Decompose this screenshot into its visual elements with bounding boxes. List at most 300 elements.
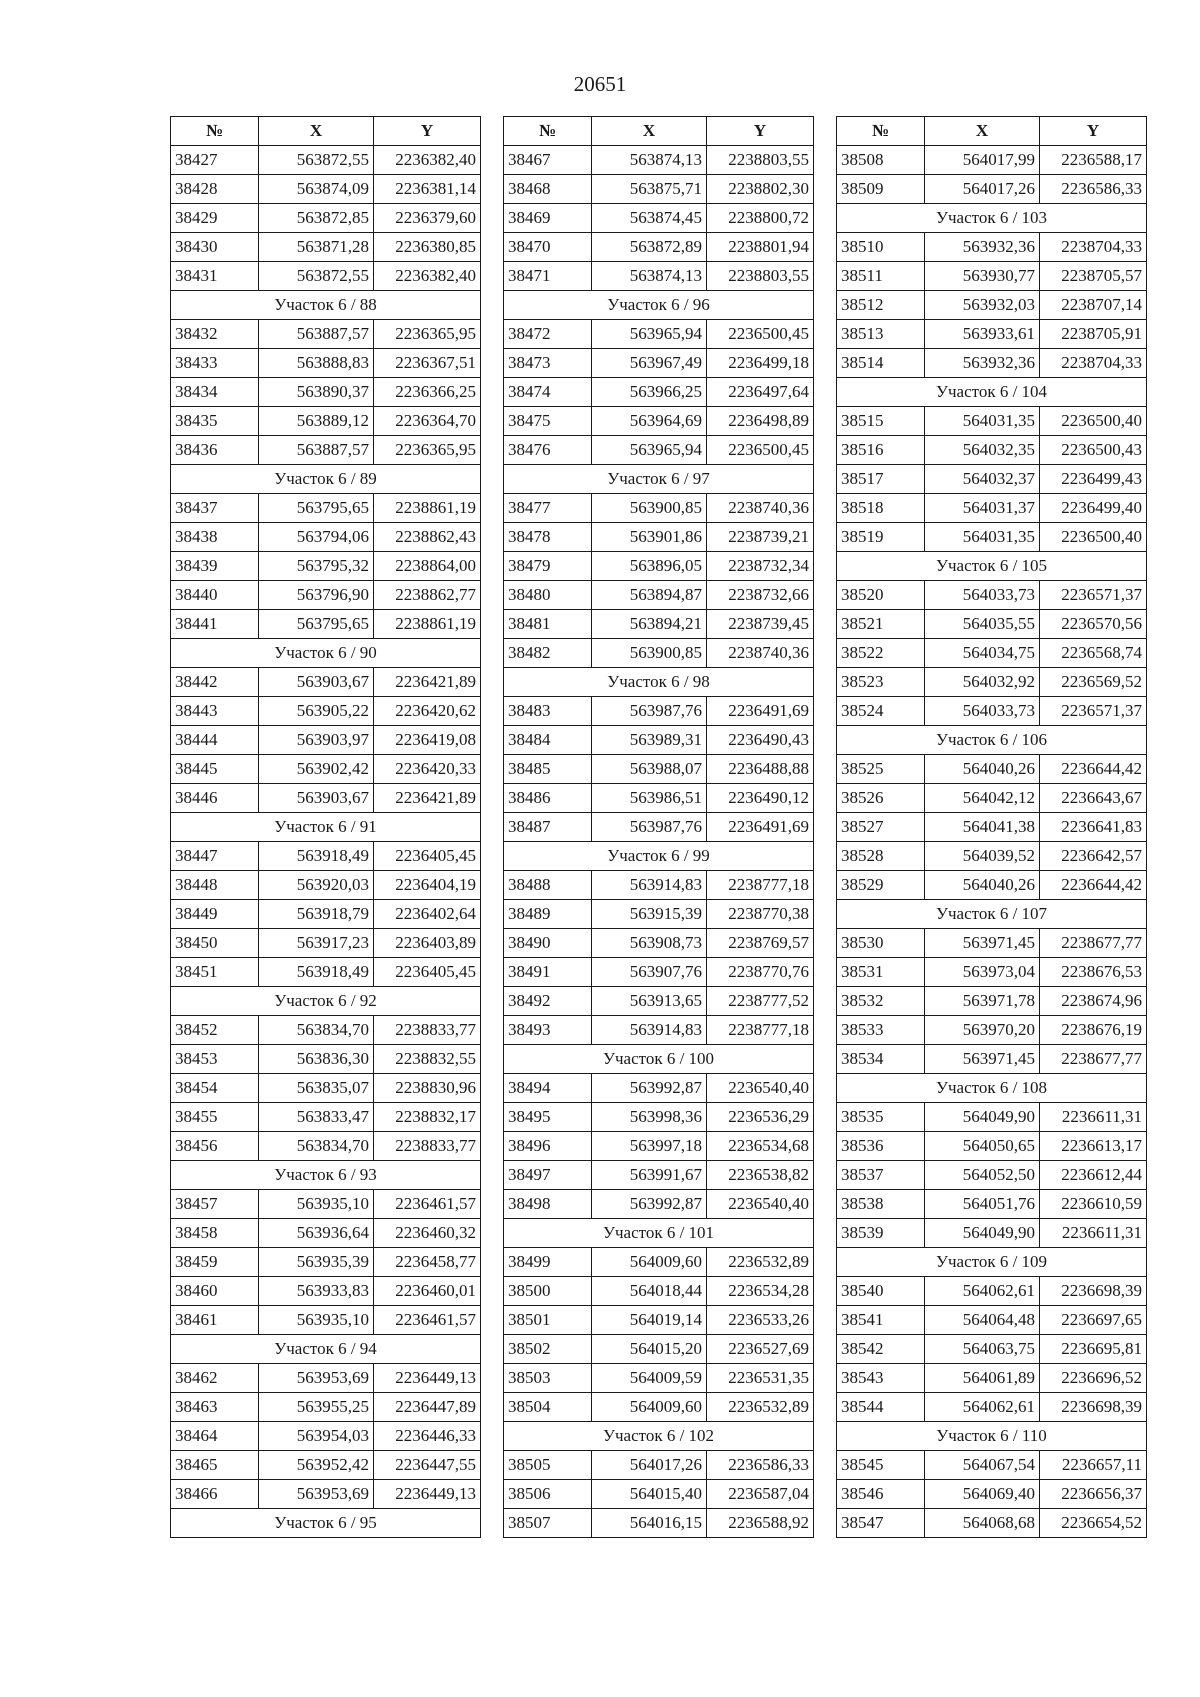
point-number-cell: 38479: [504, 552, 592, 581]
y-coordinate-cell: 2236364,70: [374, 407, 481, 436]
section-title: Участок 6 / 98: [504, 668, 814, 697]
point-number-cell: 38485: [504, 755, 592, 784]
x-coordinate-cell: 563872,55: [259, 262, 374, 291]
point-number-cell: 38530: [837, 929, 925, 958]
header-x: X: [592, 117, 707, 146]
y-coordinate-cell: 2236405,45: [374, 842, 481, 871]
x-coordinate-cell: 563936,64: [259, 1219, 374, 1248]
table-row: [837, 1016, 1147, 1045]
point-number-cell: 38527: [837, 813, 925, 842]
table-row: [837, 175, 1147, 204]
table-row: [504, 1306, 814, 1335]
point-number-cell: 38501: [504, 1306, 592, 1335]
table-row: [171, 552, 481, 581]
y-coordinate-cell: 2236446,33: [374, 1422, 481, 1451]
x-coordinate-cell: 564009,60: [592, 1393, 707, 1422]
y-coordinate-cell: 2238705,57: [1040, 262, 1147, 291]
table-row: [837, 958, 1147, 987]
point-number-cell: 38436: [171, 436, 259, 465]
y-coordinate-cell: 2236460,01: [374, 1277, 481, 1306]
table-row: [171, 755, 481, 784]
table-row: [171, 1393, 481, 1422]
section-title: Участок 6 / 110: [837, 1422, 1147, 1451]
header-x: X: [259, 117, 374, 146]
section-row: [504, 1219, 814, 1248]
y-coordinate-cell: 2236641,83: [1040, 813, 1147, 842]
table-row: [837, 291, 1147, 320]
table-header-row: [504, 117, 814, 146]
table-row: [171, 610, 481, 639]
x-coordinate-cell: 563836,30: [259, 1045, 374, 1074]
table-row: [504, 1248, 814, 1277]
section-row: [171, 987, 481, 1016]
table-row: [837, 1509, 1147, 1538]
y-coordinate-cell: 2238770,76: [707, 958, 814, 987]
point-number-cell: 38456: [171, 1132, 259, 1161]
y-coordinate-cell: 2236570,56: [1040, 610, 1147, 639]
table-row: [171, 1364, 481, 1393]
table-row: [504, 552, 814, 581]
table-row: [504, 1103, 814, 1132]
x-coordinate-cell: 563834,70: [259, 1016, 374, 1045]
point-number-cell: 38517: [837, 465, 925, 494]
point-number-cell: 38451: [171, 958, 259, 987]
x-coordinate-cell: 564069,40: [925, 1480, 1040, 1509]
x-coordinate-cell: 564039,52: [925, 842, 1040, 871]
table-row: [171, 1451, 481, 1480]
point-number-cell: 38540: [837, 1277, 925, 1306]
section-title: Участок 6 / 104: [837, 378, 1147, 407]
point-number-cell: 38494: [504, 1074, 592, 1103]
table-row: [171, 581, 481, 610]
table-row: [504, 233, 814, 262]
x-coordinate-cell: 564049,90: [925, 1103, 1040, 1132]
point-number-cell: 38512: [837, 291, 925, 320]
section-row: [837, 1248, 1147, 1277]
x-coordinate-cell: 563874,45: [592, 204, 707, 233]
point-number-cell: 38467: [504, 146, 592, 175]
y-coordinate-cell: 2238862,43: [374, 523, 481, 552]
y-coordinate-cell: 2236657,11: [1040, 1451, 1147, 1480]
x-coordinate-cell: 563954,03: [259, 1422, 374, 1451]
x-coordinate-cell: 564063,75: [925, 1335, 1040, 1364]
x-coordinate-cell: 563795,65: [259, 610, 374, 639]
x-coordinate-cell: 563903,97: [259, 726, 374, 755]
point-number-cell: 38433: [171, 349, 259, 378]
point-number-cell: 38516: [837, 436, 925, 465]
y-coordinate-cell: 2236458,77: [374, 1248, 481, 1277]
point-number-cell: 38495: [504, 1103, 592, 1132]
y-coordinate-cell: 2238677,77: [1040, 929, 1147, 958]
table-row: [171, 1306, 481, 1335]
y-coordinate-cell: 2238861,19: [374, 610, 481, 639]
table-row: [504, 755, 814, 784]
table-row: [171, 1190, 481, 1219]
y-coordinate-cell: 2236488,88: [707, 755, 814, 784]
x-coordinate-cell: 563965,94: [592, 436, 707, 465]
y-coordinate-cell: 2236500,43: [1040, 436, 1147, 465]
section-row: [837, 1422, 1147, 1451]
y-coordinate-cell: 2238677,77: [1040, 1045, 1147, 1074]
table-row: [171, 320, 481, 349]
point-number-cell: 38506: [504, 1480, 592, 1509]
x-coordinate-cell: 563908,73: [592, 929, 707, 958]
table-row: [171, 668, 481, 697]
table-row: [837, 233, 1147, 262]
y-coordinate-cell: 2236421,89: [374, 668, 481, 697]
table-row: [504, 1132, 814, 1161]
table-row: [171, 523, 481, 552]
table-row: [171, 842, 481, 871]
table-row: [837, 1335, 1147, 1364]
x-coordinate-cell: 563833,47: [259, 1103, 374, 1132]
y-coordinate-cell: 2238707,14: [1040, 291, 1147, 320]
y-coordinate-cell: 2236533,26: [707, 1306, 814, 1335]
y-coordinate-cell: 2238740,36: [707, 639, 814, 668]
y-coordinate-cell: 2238732,34: [707, 552, 814, 581]
y-coordinate-cell: 2236367,51: [374, 349, 481, 378]
table-row: [504, 1451, 814, 1480]
y-coordinate-cell: 2236380,85: [374, 233, 481, 262]
section-title: Участок 6 / 103: [837, 204, 1147, 233]
x-coordinate-cell: 563970,20: [925, 1016, 1040, 1045]
table-row: [504, 523, 814, 552]
y-coordinate-cell: 2236498,89: [707, 407, 814, 436]
y-coordinate-cell: 2236696,52: [1040, 1364, 1147, 1393]
coordinate-table-2: [503, 116, 814, 1538]
table-row: [504, 1364, 814, 1393]
section-row: [837, 552, 1147, 581]
x-coordinate-cell: 564015,40: [592, 1480, 707, 1509]
point-number-cell: 38536: [837, 1132, 925, 1161]
x-coordinate-cell: 563966,25: [592, 378, 707, 407]
point-number-cell: 38438: [171, 523, 259, 552]
point-number-cell: 38538: [837, 1190, 925, 1219]
x-coordinate-cell: 563965,94: [592, 320, 707, 349]
y-coordinate-cell: 2236404,19: [374, 871, 481, 900]
y-coordinate-cell: 2238705,91: [1040, 320, 1147, 349]
y-coordinate-cell: 2236654,52: [1040, 1509, 1147, 1538]
section-title: Участок 6 / 96: [504, 291, 814, 320]
x-coordinate-cell: 564033,73: [925, 581, 1040, 610]
point-number-cell: 38544: [837, 1393, 925, 1422]
point-number-cell: 38455: [171, 1103, 259, 1132]
table-row: [837, 871, 1147, 900]
y-coordinate-cell: 2236461,57: [374, 1306, 481, 1335]
x-coordinate-cell: 563930,77: [925, 262, 1040, 291]
x-coordinate-cell: 563794,06: [259, 523, 374, 552]
table-row: [171, 1132, 481, 1161]
y-coordinate-cell: 2236538,82: [707, 1161, 814, 1190]
y-coordinate-cell: 2236421,89: [374, 784, 481, 813]
section-row: [504, 1045, 814, 1074]
x-coordinate-cell: 564018,44: [592, 1277, 707, 1306]
x-coordinate-cell: 564064,48: [925, 1306, 1040, 1335]
point-number-cell: 38429: [171, 204, 259, 233]
x-coordinate-cell: 563795,32: [259, 552, 374, 581]
x-coordinate-cell: 564062,61: [925, 1277, 1040, 1306]
point-number-cell: 38464: [171, 1422, 259, 1451]
table-row: [171, 1103, 481, 1132]
section-title: Участок 6 / 91: [171, 813, 481, 842]
table-row: [837, 929, 1147, 958]
y-coordinate-cell: 2236419,08: [374, 726, 481, 755]
y-coordinate-cell: 2236586,33: [707, 1451, 814, 1480]
x-coordinate-cell: 564050,65: [925, 1132, 1040, 1161]
table-row: [504, 726, 814, 755]
table-row: [171, 233, 481, 262]
point-number-cell: 38459: [171, 1248, 259, 1277]
table-row: [171, 146, 481, 175]
table-row: [504, 1509, 814, 1538]
table-row: [171, 726, 481, 755]
point-number-cell: 38469: [504, 204, 592, 233]
x-coordinate-cell: 564015,20: [592, 1335, 707, 1364]
point-number-cell: 38445: [171, 755, 259, 784]
y-coordinate-cell: 2236497,64: [707, 378, 814, 407]
y-coordinate-cell: 2236460,32: [374, 1219, 481, 1248]
table-row: [837, 1277, 1147, 1306]
x-coordinate-cell: 563914,83: [592, 871, 707, 900]
section-row: [171, 1335, 481, 1364]
x-coordinate-cell: 563872,55: [259, 146, 374, 175]
x-coordinate-cell: 564009,60: [592, 1248, 707, 1277]
x-coordinate-cell: 563918,79: [259, 900, 374, 929]
table-row: [504, 1016, 814, 1045]
y-coordinate-cell: 2236447,55: [374, 1451, 481, 1480]
table-row: [837, 349, 1147, 378]
table-row: [171, 262, 481, 291]
x-coordinate-cell: 563967,49: [592, 349, 707, 378]
table-row: [837, 610, 1147, 639]
y-coordinate-cell: 2238802,30: [707, 175, 814, 204]
x-coordinate-cell: 563955,25: [259, 1393, 374, 1422]
section-row: [837, 1074, 1147, 1103]
x-coordinate-cell: 564017,99: [925, 146, 1040, 175]
table-row: [504, 349, 814, 378]
x-coordinate-cell: 563971,78: [925, 987, 1040, 1016]
section-title: Участок 6 / 99: [504, 842, 814, 871]
y-coordinate-cell: 2238801,94: [707, 233, 814, 262]
table-row: [171, 1277, 481, 1306]
y-coordinate-cell: 2238832,17: [374, 1103, 481, 1132]
x-coordinate-cell: 563903,67: [259, 784, 374, 813]
x-coordinate-cell: 564042,12: [925, 784, 1040, 813]
y-coordinate-cell: 2236586,33: [1040, 175, 1147, 204]
x-coordinate-cell: 564041,38: [925, 813, 1040, 842]
table-row: [504, 146, 814, 175]
point-number-cell: 38498: [504, 1190, 592, 1219]
section-title: Участок 6 / 106: [837, 726, 1147, 755]
y-coordinate-cell: 2236449,13: [374, 1364, 481, 1393]
x-coordinate-cell: 563888,83: [259, 349, 374, 378]
x-coordinate-cell: 563918,49: [259, 958, 374, 987]
table-row: [837, 1045, 1147, 1074]
table-row: [504, 987, 814, 1016]
x-coordinate-cell: 563900,85: [592, 639, 707, 668]
y-coordinate-cell: 2236656,37: [1040, 1480, 1147, 1509]
y-coordinate-cell: 2236490,12: [707, 784, 814, 813]
table-row: [171, 1248, 481, 1277]
table-row: [837, 784, 1147, 813]
y-coordinate-cell: 2236571,37: [1040, 697, 1147, 726]
x-coordinate-cell: 563935,39: [259, 1248, 374, 1277]
x-coordinate-cell: 563887,57: [259, 320, 374, 349]
point-number-cell: 38486: [504, 784, 592, 813]
point-number-cell: 38502: [504, 1335, 592, 1364]
table-row: [504, 639, 814, 668]
table-row: [837, 1451, 1147, 1480]
x-coordinate-cell: 563971,45: [925, 1045, 1040, 1074]
point-number-cell: 38511: [837, 262, 925, 291]
point-number-cell: 38493: [504, 1016, 592, 1045]
table-row: [171, 958, 481, 987]
table-row: [837, 465, 1147, 494]
table-row: [837, 668, 1147, 697]
point-number-cell: 38532: [837, 987, 925, 1016]
point-number-cell: 38491: [504, 958, 592, 987]
header-number: №: [171, 117, 259, 146]
point-number-cell: 38531: [837, 958, 925, 987]
x-coordinate-cell: 564017,26: [925, 175, 1040, 204]
point-number-cell: 38513: [837, 320, 925, 349]
x-coordinate-cell: 563902,42: [259, 755, 374, 784]
table-row: [504, 1190, 814, 1219]
section-row: [171, 1161, 481, 1190]
table-row: [837, 146, 1147, 175]
x-coordinate-cell: 563918,49: [259, 842, 374, 871]
section-title: Участок 6 / 97: [504, 465, 814, 494]
x-coordinate-cell: 564009,59: [592, 1364, 707, 1393]
y-coordinate-cell: 2236588,17: [1040, 146, 1147, 175]
point-number-cell: 38454: [171, 1074, 259, 1103]
point-number-cell: 38480: [504, 581, 592, 610]
table-row: [171, 929, 481, 958]
point-number-cell: 38522: [837, 639, 925, 668]
point-number-cell: 38535: [837, 1103, 925, 1132]
point-number-cell: 38432: [171, 320, 259, 349]
x-coordinate-cell: 563796,90: [259, 581, 374, 610]
x-coordinate-cell: 564062,61: [925, 1393, 1040, 1422]
table-row: [504, 581, 814, 610]
x-coordinate-cell: 564035,55: [925, 610, 1040, 639]
point-number-cell: 38474: [504, 378, 592, 407]
y-coordinate-cell: 2238777,52: [707, 987, 814, 1016]
point-number-cell: 38534: [837, 1045, 925, 1074]
coordinate-table-3: [836, 116, 1147, 1538]
table-row: [171, 900, 481, 929]
section-row: [504, 1422, 814, 1451]
section-title: Участок 6 / 108: [837, 1074, 1147, 1103]
y-coordinate-cell: 2238674,96: [1040, 987, 1147, 1016]
point-number-cell: 38487: [504, 813, 592, 842]
y-coordinate-cell: 2236568,74: [1040, 639, 1147, 668]
page-number: 20651: [573, 72, 627, 96]
y-coordinate-cell: 2238833,77: [374, 1132, 481, 1161]
point-number-cell: 38468: [504, 175, 592, 204]
header-y: Y: [1040, 117, 1147, 146]
table-row: [171, 871, 481, 900]
x-coordinate-cell: 563905,22: [259, 697, 374, 726]
table-row: [837, 1190, 1147, 1219]
table-row: [171, 697, 481, 726]
y-coordinate-cell: 2236527,69: [707, 1335, 814, 1364]
y-coordinate-cell: 2236643,67: [1040, 784, 1147, 813]
coordinate-table-1: [170, 116, 481, 1538]
x-coordinate-cell: 563932,03: [925, 291, 1040, 320]
table-row: [837, 987, 1147, 1016]
x-coordinate-cell: 563932,36: [925, 349, 1040, 378]
table-row: [837, 639, 1147, 668]
header-number: №: [837, 117, 925, 146]
section-row: [171, 465, 481, 494]
y-coordinate-cell: 2236491,69: [707, 813, 814, 842]
point-number-cell: 38514: [837, 349, 925, 378]
point-number-cell: 38453: [171, 1045, 259, 1074]
point-number-cell: 38541: [837, 1306, 925, 1335]
point-number-cell: 38484: [504, 726, 592, 755]
point-number-cell: 38488: [504, 871, 592, 900]
y-coordinate-cell: 2236532,89: [707, 1248, 814, 1277]
y-coordinate-cell: 2236402,64: [374, 900, 481, 929]
table-row: [837, 407, 1147, 436]
point-number-cell: 38477: [504, 494, 592, 523]
y-coordinate-cell: 2236698,39: [1040, 1277, 1147, 1306]
x-coordinate-cell: 564049,90: [925, 1219, 1040, 1248]
table-row: [837, 262, 1147, 291]
x-coordinate-cell: 563917,23: [259, 929, 374, 958]
point-number-cell: 38483: [504, 697, 592, 726]
point-number-cell: 38450: [171, 929, 259, 958]
section-row: [171, 639, 481, 668]
point-number-cell: 38427: [171, 146, 259, 175]
y-coordinate-cell: 2236534,28: [707, 1277, 814, 1306]
point-number-cell: 38444: [171, 726, 259, 755]
y-coordinate-cell: 2238833,77: [374, 1016, 481, 1045]
y-coordinate-cell: 2236447,89: [374, 1393, 481, 1422]
point-number-cell: 38446: [171, 784, 259, 813]
table-row: [171, 1480, 481, 1509]
y-coordinate-cell: 2236587,04: [707, 1480, 814, 1509]
section-title: Участок 6 / 105: [837, 552, 1147, 581]
point-number-cell: 38508: [837, 146, 925, 175]
x-coordinate-cell: 564068,68: [925, 1509, 1040, 1538]
point-number-cell: 38430: [171, 233, 259, 262]
point-number-cell: 38440: [171, 581, 259, 610]
point-number-cell: 38499: [504, 1248, 592, 1277]
point-number-cell: 38431: [171, 262, 259, 291]
x-coordinate-cell: 564017,26: [592, 1451, 707, 1480]
x-coordinate-cell: 564031,35: [925, 523, 1040, 552]
table-row: [837, 1219, 1147, 1248]
x-coordinate-cell: 563971,45: [925, 929, 1040, 958]
point-number-cell: 38507: [504, 1509, 592, 1538]
table-row: [837, 320, 1147, 349]
y-coordinate-cell: 2236534,68: [707, 1132, 814, 1161]
table-row: [837, 1393, 1147, 1422]
point-number-cell: 38489: [504, 900, 592, 929]
point-number-cell: 38470: [504, 233, 592, 262]
table-row: [504, 610, 814, 639]
y-coordinate-cell: 2236536,29: [707, 1103, 814, 1132]
section-row: [504, 291, 814, 320]
y-coordinate-cell: 2238740,36: [707, 494, 814, 523]
table-row: [171, 494, 481, 523]
y-coordinate-cell: 2236644,42: [1040, 871, 1147, 900]
y-coordinate-cell: 2236500,45: [707, 436, 814, 465]
section-title: Участок 6 / 88: [171, 291, 481, 320]
x-coordinate-cell: 563989,31: [592, 726, 707, 755]
